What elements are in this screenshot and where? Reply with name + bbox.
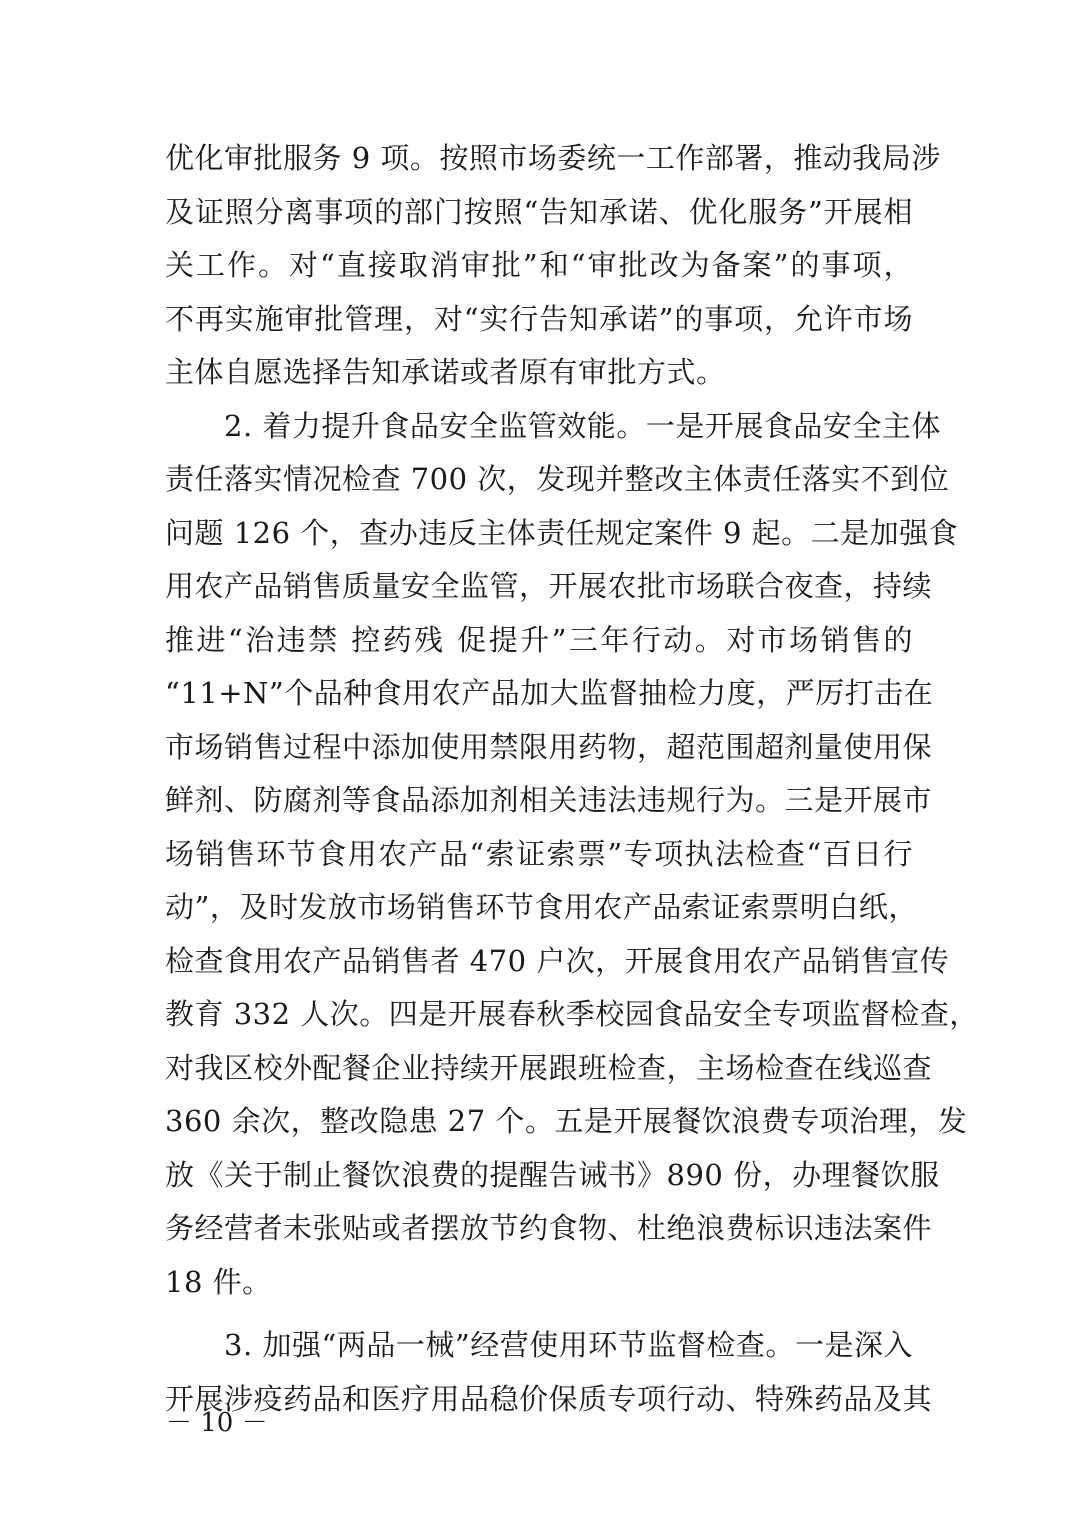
- paragraph-2: [165, 400, 979, 1310]
- text-line: 责任落实情况检查 700 次，发现并整改主体责任落实不到位: [165, 462, 950, 496]
- text-line: 360 余次，整改隐患 27 个。五是开展餐饮浪费专项治理，发: [165, 1104, 968, 1138]
- text-line: 优化审批服务 9 项。按照市场委统一工作部署，推动我局涉: [165, 141, 941, 175]
- text-line: 动”，及时发放市场销售环节食用农产品索证索票明白纸，: [165, 890, 918, 924]
- text-line: 务经营者未张贴或者摆放节约食物、杜绝浪费标识违法案件: [165, 1211, 933, 1245]
- text-line: 主体自愿选择告知承诺或者原有审批方式。: [165, 355, 726, 389]
- text-line: 场销售环节食用农产品“索证索票”专项执法检查“百日行: [165, 836, 913, 871]
- document-body: [165, 132, 979, 1426]
- page-number: － 10 －: [166, 1408, 268, 1438]
- text-line: 3. 加强“两品一械”经营使用环节监督检查。一是深入: [165, 1328, 913, 1362]
- paragraph-gap: [165, 1309, 913, 1319]
- text-line: 问题 126 个，查办违反主体责任规定案件 9 起。二是加强食: [165, 515, 959, 550]
- text-line: 鲜剂、防腐剂等食品添加剂相关违法违规行为。三是开展市: [165, 783, 933, 817]
- text-line: 市场销售过程中添加使用禁限用药物，超范围超剂量使用保: [165, 729, 933, 764]
- text-line: 2. 着力提升食品安全监管效能。一是开展食品安全主体: [165, 408, 941, 443]
- text-line: 开展涉疫药品和医疗用品稳价保质专项行动、特殊药品及其: [165, 1381, 933, 1416]
- text-line: 推进“治违禁 控药残 促提升”三年行动。对市场销售的: [165, 622, 913, 657]
- paragraph-3: [165, 1319, 933, 1426]
- text-line: 不再实施审批管理，对“实行告知承诺”的事项，允许市场: [165, 301, 913, 336]
- paragraph-1: [165, 132, 941, 400]
- text-line: 关工作。对“直接取消审批”和“审批改为备案”的事项，: [165, 248, 913, 282]
- text-line: 检查食用农产品销售者 470 户次，开展食用农产品销售宣传: [165, 943, 950, 978]
- text-line: “11+N”个品种食用农产品加大监督抽检力度，严厉打击在: [165, 676, 934, 710]
- text-line: 放《关于制止餐饮浪费的提醒告诫书》890 份，办理餐饮服: [165, 1157, 940, 1192]
- text-line: 用农产品销售质量安全监管，开展农批市场联合夜查，持续: [165, 569, 933, 603]
- text-line: 18 件。: [165, 1264, 272, 1299]
- text-line: 教育 332 人次。四是开展春秋季校园食品安全专项监督检查，: [165, 997, 979, 1031]
- text-line: 对我区校外配餐企业持续开展跟班检查，主场检查在线巡查: [165, 1050, 933, 1085]
- text-line: 及证照分离事项的部门按照“告知承诺、优化服务”开展相: [165, 194, 913, 229]
